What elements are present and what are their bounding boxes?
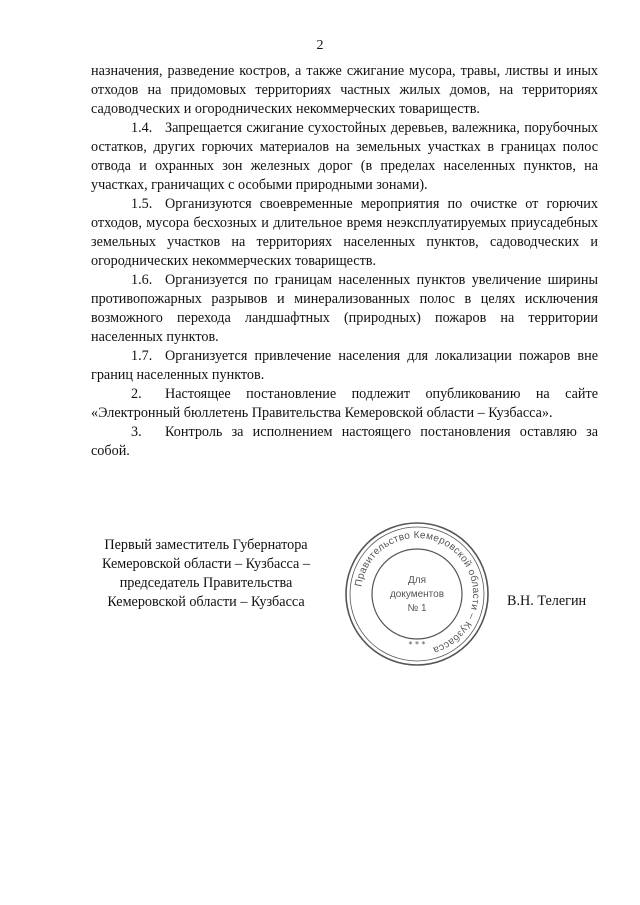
paragraph-1-4 xyxy=(91,119,598,195)
signatory-title-line: Кемеровской области – Кузбасса xyxy=(107,594,305,610)
paragraph-number: 2. xyxy=(131,386,142,402)
paragraph-continuation xyxy=(91,62,598,119)
document-body xyxy=(91,62,598,461)
seal-center-line-2: документов xyxy=(389,589,445,600)
page-number: 2 xyxy=(316,38,324,53)
paragraph-text: Запрещается сжигание сухостойных деревьев, валежника, порубочных остатков, других горючих материалов на земельных участках в границах полос отвода и охранных зон железных дорог (в пределах населенных пунктов, на участках, граничащих с особыми природными зонами). xyxy=(91,120,598,193)
paragraph-3 xyxy=(91,423,598,461)
signatory-title xyxy=(91,536,321,612)
paragraph-number: 3. xyxy=(131,424,142,440)
paragraph-text: Организуется привлечение населения для локализации пожаров вне границ населенных пунктов. xyxy=(91,348,598,383)
paragraph-1-6 xyxy=(91,271,598,347)
signatory-title-line: Кемеровской области – Кузбасса – xyxy=(102,556,310,572)
seal-center-line-3: № 1 xyxy=(407,603,427,614)
seal-ring-text: Правительство Кемеровской области – Кузбасса xyxy=(353,529,482,656)
paragraph-1-7 xyxy=(91,347,598,385)
paragraph-1-5 xyxy=(91,195,598,271)
official-seal xyxy=(344,521,490,667)
paragraph-number: 1.7. xyxy=(131,348,153,364)
paragraph-2 xyxy=(91,385,598,423)
signatory-name: В.Н. Телегин xyxy=(507,593,587,609)
paragraph-text: Настоящее постановление подлежит опубликованию на сайте «Электронный бюллетень Правительства Кемеровской области – Кузбасса». xyxy=(91,386,598,421)
seal-center-line-1: Для xyxy=(407,575,427,586)
signatory-title-line: Первый заместитель Губернатора xyxy=(104,537,308,553)
seal-stars: * * * xyxy=(408,640,426,649)
signatory-title-line: председатель Правительства xyxy=(119,575,293,591)
paragraph-text: Контроль за исполнением настоящего постановления оставляю за собой. xyxy=(91,424,598,459)
paragraph-text: назначения, разведение костров, а также сжигание мусора, травы, листвы и иных отходов на придомовых территориях частных жилых домов, на территориях садоводческих и огороднических некоммерческих товариществ. xyxy=(91,63,598,117)
paragraph-text: Организуются своевременные мероприятия по очистке от горючих отходов, мусора бесхозных и длительное время неэксплуатируемых приусадебных земельных участков на территориях населенных пунктов, садоводческих и огороднических некоммерческих товариществ. xyxy=(91,196,598,269)
paragraph-text: Организуется по границам населенных пунктов увеличение ширины противопожарных разрывов и минерализованных полос в целях исключения возможного перехода ландшафтных (природных) пожаров на территории населенных пунктов. xyxy=(91,272,598,345)
paragraph-number: 1.5. xyxy=(131,196,153,212)
paragraph-number: 1.6. xyxy=(131,272,153,288)
paragraph-number: 1.4. xyxy=(131,120,153,136)
